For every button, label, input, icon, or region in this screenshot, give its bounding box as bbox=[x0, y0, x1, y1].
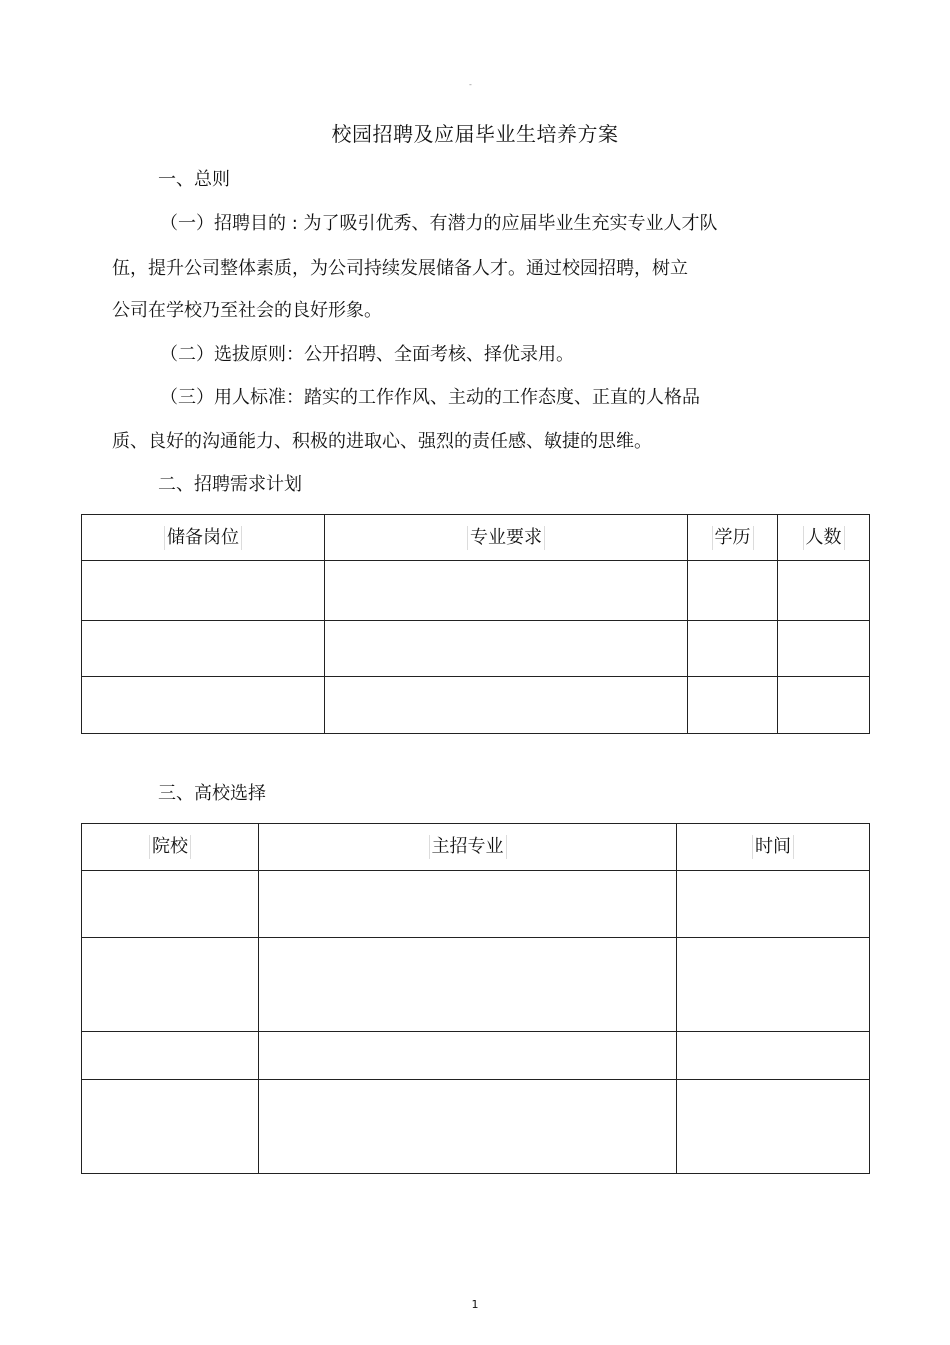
table-cell bbox=[778, 677, 870, 734]
header-cell bbox=[688, 515, 778, 561]
header-cell bbox=[259, 824, 677, 871]
header-label: 储备岗位 bbox=[164, 526, 242, 550]
header-label: 时间 bbox=[752, 835, 794, 859]
table-header-row bbox=[82, 515, 870, 561]
section2-heading: 二、招聘需求计划 bbox=[158, 474, 302, 495]
table-cell bbox=[778, 621, 870, 677]
para3-line2: 质、良好的沟通能力、积极的进取心、强烈的责任感、敏捷的思维。 bbox=[112, 431, 652, 452]
table-row bbox=[82, 677, 870, 734]
table-cell bbox=[677, 938, 870, 1032]
table-cell bbox=[82, 677, 325, 734]
para1-line1: （一）招聘目的 : 为了吸引优秀、有潜力的应届毕业生充实专业人才队 bbox=[160, 213, 718, 234]
table-cell bbox=[259, 871, 677, 938]
page-number: 1 bbox=[471, 1298, 479, 1311]
table-cell bbox=[688, 677, 778, 734]
table-cell bbox=[325, 677, 688, 734]
table-cell bbox=[677, 1032, 870, 1080]
header-mark: - bbox=[469, 80, 472, 89]
table-cell bbox=[259, 1080, 677, 1174]
table-cell bbox=[82, 1080, 259, 1174]
table-cell bbox=[82, 1032, 259, 1080]
header-label: 专业要求 bbox=[467, 526, 545, 550]
table-row bbox=[82, 561, 870, 621]
table-cell bbox=[325, 621, 688, 677]
section1-heading: 一、总则 bbox=[158, 169, 230, 190]
university-selection-table bbox=[81, 823, 870, 1174]
table-row bbox=[82, 1032, 870, 1080]
table-header-row bbox=[82, 824, 870, 871]
header-cell bbox=[677, 824, 870, 871]
table-cell bbox=[778, 561, 870, 621]
table-cell bbox=[82, 561, 325, 621]
table-cell bbox=[82, 938, 259, 1032]
table-cell bbox=[677, 871, 870, 938]
table-cell bbox=[688, 561, 778, 621]
table-cell bbox=[82, 621, 325, 677]
header-label: 学历 bbox=[712, 526, 754, 550]
table-row bbox=[82, 938, 870, 1032]
header-cell bbox=[778, 515, 870, 561]
table-cell bbox=[677, 1080, 870, 1174]
document-title: 校园招聘及应届毕业生培养方案 bbox=[331, 122, 619, 146]
header-label: 人数 bbox=[803, 526, 845, 550]
table-cell bbox=[82, 871, 259, 938]
recruitment-plan-table bbox=[81, 514, 870, 734]
para1-line3: 公司在学校乃至社会的良好形象。 bbox=[112, 300, 382, 321]
table-row bbox=[82, 1080, 870, 1174]
table-cell bbox=[688, 621, 778, 677]
para3-line1: （三）用人标准：踏实的工作作风、主动的工作态度、正直的人格品 bbox=[160, 387, 700, 408]
para2: （二）选拔原则：公开招聘、全面考核、择优录用。 bbox=[160, 344, 574, 365]
header-cell bbox=[82, 824, 259, 871]
header-label: 主招专业 bbox=[429, 835, 507, 859]
header-cell bbox=[325, 515, 688, 561]
header-label: 院校 bbox=[149, 835, 191, 859]
section3-heading: 三、高校选择 bbox=[158, 783, 266, 804]
table-row bbox=[82, 621, 870, 677]
para1-line2: 伍，提升公司整体素质，为公司持续发展储备人才。通过校园招聘，树立 bbox=[112, 258, 688, 279]
table-cell bbox=[325, 561, 688, 621]
table-cell bbox=[259, 938, 677, 1032]
table-row bbox=[82, 871, 870, 938]
header-cell bbox=[82, 515, 325, 561]
table-cell bbox=[259, 1032, 677, 1080]
